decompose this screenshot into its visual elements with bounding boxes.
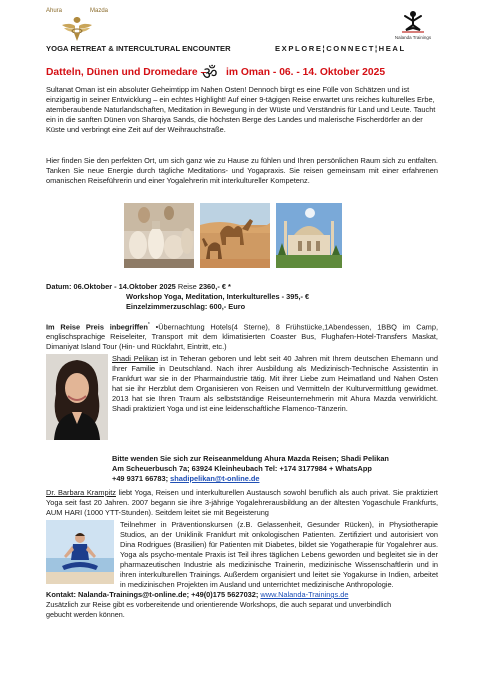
shadi-name: Shadi Pelikan	[112, 354, 158, 363]
included-text: •Übernachtung Hotels(4 Sterne), 8 Frühstücke,1Abendessen, 1BBQ im Camp, englischsprachige Reiseleiter, Transport mit dem klimatisierten Coaster Bus, Flughafen-Hotel-Transfers Maskat, Dimaniyat Island Tour (Hin- und Rückfahrt, Eintritt, etc.)	[46, 322, 438, 352]
photo-pottery	[124, 203, 194, 268]
barbara-bio-top-text: liebt Yoga, Reisen und interkulturellen Austausch sowohl beruflich als auch privat. Sie praktiziert Yoga seit fast 20 Jahren. 2007 begann sie ihre 3-jährige Yogalehrerausbildung an der ältesten Yogaschule Frankfurts, AUM HARI (1000 YTT-Stunden). Seitdem leitet sie mit Begeisterung	[46, 488, 438, 517]
header-left-tagline: YOGA RETREAT & INTERCULTURAL ENCOUNTER	[46, 44, 231, 53]
shadi-contact-line2: Am Scheuerbusch 7a; 63924 Kleinheubach Tel: +174 3177984 + WhatsApp	[112, 464, 372, 473]
shadi-bio	[112, 354, 438, 414]
photo-camels	[200, 203, 270, 268]
included-paragraph	[46, 320, 438, 352]
title-part2: im Oman - 06. - 14. Oktober 2025	[226, 67, 386, 78]
ahura-mazda-logo	[46, 8, 108, 44]
footer-contact	[46, 590, 438, 600]
om-symbol-icon: ॐ	[202, 64, 218, 84]
single-room-surcharge: Einzelzimmerzuschlag: 600,- Euro	[126, 302, 246, 311]
nalanda-logo	[386, 10, 440, 44]
page-title	[46, 64, 446, 82]
pricing-block	[46, 282, 376, 312]
date-label: Datum: 06.Oktober - 14.Oktober 2025	[46, 282, 176, 291]
footer-contact-label: Kontakt: Nalanda-Trainings@t-online.de; +49(0)175 5627032;	[46, 590, 261, 599]
reise-price: 2360,- € *	[198, 282, 231, 291]
shadi-contact	[112, 454, 442, 484]
logo-left-word1: Ahura	[46, 8, 63, 14]
intro-paragraph: Sultanat Oman ist ein absoluter Geheimtipp im Nahen Osten! Dennoch birgt es eine Fülle von Schätzen und ist einzigartig in seiner Entwicklung – ein echtes Highlight! Auf einer 9-tägigen Reise erwartet uns reiches kulturelles Erbe, atemberaubende Naturlandschaften, Meditation in Bewegung in der Wüste und Verständnis für Land und Leute. Taucht ein in die sanften Dünen von Sharqiya Sands, die höchsten Berge des Landes und malerische Fischerdörfer an der Küste und verbringt eine Zeit auf der Weihrauchstraße.	[46, 85, 436, 134]
ahura-mazda-logo-icon	[60, 13, 94, 43]
reise-label: Reise	[177, 282, 197, 291]
paragraph-2: Hier finden Sie den perfekten Ort, um sich ganz wie zu Hause zu fühlen und Ihren persönlichen Raum sich zu entfalten. Tanken Sie neue Energie durch tägliche Meditations- und Yogapraxis. Sie reisen gemeinsam mit einer erfahrenen omanischen Reiseführerin und einer Yogalehrerin mit interkultureller Kompetenz.	[46, 156, 438, 185]
workshop-price: Workshop Yoga, Meditation, Interkulturelles - 395,- €	[126, 292, 310, 301]
photo-mosque	[276, 203, 342, 268]
shadi-bio-text: ist in Teheran geboren und lebt seit 40 Jahren mit Ihrem deutschen Ehemann und Ihrer Familie in Deutschland. Nach ihrer Ausbildung als Medizinisch-Technische Assistentin in Frankfurt war sie in der Pharmaindustrie tätig. Mit ihrer Liebe zum Heimatland und Nahen Osten hat sie ihr Herzblut dem Organisieren von Reisen und Vermitteln der Kulturvermittlung gewidmet. 2013 hat sie Ihren Traum als selbstständige Reiseunternehmerin mit Ahura Mazda verwirklicht. Shadi praktiziert Yoga und ist eine leidenschaftliche Flamenco-Tänzerin.	[112, 354, 438, 413]
barbara-bio-top	[46, 488, 438, 518]
barbara-bio-side: Teilnehmer in Präventionskursen (z.B. Gelassenheit, Gesunder Rücken), in Physiotherapie Studios, an der Uniklinik Frankfurt mit onkologischen Patienten. Zertifiziert und autorisiert von Dina Rodrigues (Brasilien) für Patienten mit Diabetes, bildet sie Yogatherapie für Yogalehrer aus. Yoga als psycho-mentale Praxis ist Teil ihres täglichen Lebens geworden und begleitet sie in der pharmazeutischen Industrie als medizinische Trainerin, medizinische Wissenschaftlerin und in ihren interkulturellen Trainings. Außerdem organisiert und leitet sie Yogakurse in Indien, arbeitet in medizinischen Projekten im Ausland und unterrichtet medizinische Anthropologie.	[120, 520, 438, 589]
title-part1: Datteln, Dünen und Dromedare –	[46, 67, 207, 78]
barbara-meditation-photo	[46, 520, 114, 584]
shadi-contact-phone: +49 9371 66783;	[112, 474, 171, 483]
shadi-portrait	[46, 354, 108, 440]
shadi-contact-line1: Bitte wenden Sie sich zur Reiseanmeldung Ahura Mazda Reisen; Shadi Pelikan	[112, 454, 389, 463]
header-right-tagline: EXPLORE¦CONNECT¦HEAL	[275, 44, 406, 53]
included-label: Im Reise Preis inbegriffen	[46, 322, 148, 332]
shadi-email-link[interactable]: shadipelikan@t-online.de	[170, 474, 260, 483]
logo-right-text: Nalanda Trainings	[394, 35, 432, 40]
logo-left-word2: Mazda	[89, 8, 108, 14]
barbara-name: Dr. Barbara Krampitz	[46, 488, 116, 497]
nalanda-yoga-figure-icon	[400, 10, 426, 34]
footer-note: Zusätzlich zur Reise gibt es vorbereitende und orientierende Workshops, die auch separat und unverbindlich gebucht werden können.	[46, 600, 392, 619]
footer-website-link[interactable]: www.Nalanda-Trainings.de	[260, 590, 349, 599]
included-marker: *	[147, 322, 150, 328]
